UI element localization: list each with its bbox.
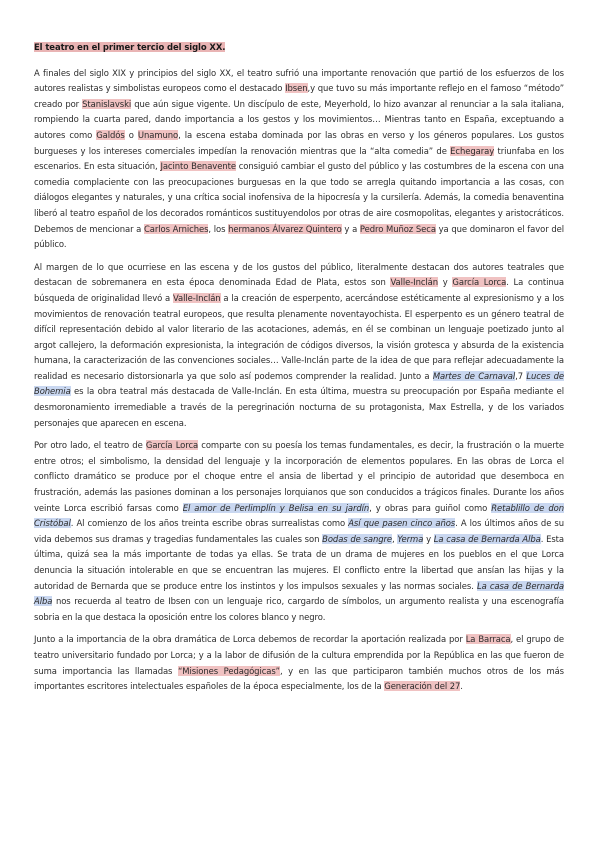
highlight-name: hermanos Álvarez Quintero bbox=[228, 223, 342, 234]
highlight-name: García Lorca bbox=[452, 277, 507, 288]
highlight-name: Generación del 27 bbox=[384, 681, 461, 692]
highlight-work-title: El amor de Perlimplín y Belisa en su jardín bbox=[182, 502, 370, 513]
text-run: . La continua búsqueda de originalidad llevó a bbox=[34, 277, 564, 303]
text-run: , el grupo de teatro universitario fundado por Lorca; y a la labor de difusión de la cultura emprendida por la República en las que fueron de suma importancia las llamadas bbox=[34, 634, 564, 676]
text-run: . bbox=[460, 681, 463, 692]
text-run: Al margen de lo que ocurriese en las escena y de los gustos del público, literalmente destacan dos autores teatrales que destacan de sobremanera en esta época denominada Edad de Plata, estos son bbox=[34, 261, 564, 288]
text-run: , la escena estaba dominada por las obras en verso y los géneros populares. Los gustos burgueses y los intereses comerciales impedían la renovación mientras que la “alta comedia” de bbox=[34, 129, 564, 156]
paragraph-4 bbox=[34, 632, 564, 694]
text-run: A finales del siglo XIX y principios del siglo XX, el teatro sufrió una importante renovación que partió de los esfuerzos de los autores realistas y simbolistas europeos como el destacado bbox=[34, 67, 564, 94]
highlight-name: Valle-Inclán bbox=[172, 292, 221, 303]
paragraph-1 bbox=[34, 66, 564, 253]
text-run: , y obras para guiñol como bbox=[369, 502, 492, 513]
highlight-work-title: Retablillo de don Cristóbal bbox=[34, 502, 564, 529]
text-run: es la obra teatral más destacada de Valle-Inclán. En esta última, muestra su preocupación por España mediante el desmoronamiento irremediable a través de la peregrinación nocturna de su protagonista, Max Estrella, y de los variados personajes que aparecen en escena. bbox=[34, 386, 564, 428]
highlight-name: Valle-Inclán bbox=[390, 277, 439, 288]
highlight-work-title: Bodas de sangre bbox=[322, 533, 393, 544]
paragraph-2 bbox=[34, 260, 564, 432]
highlight-work-title: Martes de Carnaval bbox=[432, 370, 516, 381]
text-run: ,7 bbox=[515, 370, 527, 381]
text-run: y bbox=[438, 277, 453, 288]
text-run: , los bbox=[208, 223, 229, 234]
highlight-name: Pedro Muñoz Seca bbox=[359, 223, 436, 234]
text-run: consiguió cambiar el gusto del público y las costumbres de la escena con una comedia complaciente con las preocupaciones burguesas en la que todo se arregla quitando importancia a las cosas, con diálogos elegantes y naturales, y una crítica social inofensiva de la hipocresía y la cursilería. Además, la comedia benaventina liberó al teatro español de los decorados románticos sustituyendolos por otras de aire cosmopolitas, elegantes y aristocráticos. Debemos de mencionar a bbox=[34, 161, 565, 234]
text-run: . Al comienzo de los años treinta escribe obras surrealistas como bbox=[70, 518, 349, 529]
highlight-name: “Misiones Pedagógicas” bbox=[177, 665, 280, 676]
highlight-name: García Lorca bbox=[145, 440, 199, 451]
text-run: ,y que tuvo su más importante reflejo en el famoso “método” creado por bbox=[34, 83, 565, 109]
highlight-name: Ibsen bbox=[285, 83, 308, 94]
highlight-work-title: Yerma bbox=[397, 533, 424, 544]
paragraphs-container bbox=[34, 66, 564, 695]
highlight-name: Galdós bbox=[96, 129, 125, 140]
text-run: Junto a la importancia de la obra dramática de Lorca debemos de recordar la aportación realizada por bbox=[34, 634, 466, 645]
paragraph-3 bbox=[34, 438, 564, 625]
text-run: . Esta última, quizá sea la más importante de todas ya ellas. Se trata de un drama de mujeres en los pueblos en el que Lorca denuncia la situación intolerable en que se encuentran las mujeres. El conflicto entre la libertad que ansían las hijas y la autoridad de Bernarda que se produce entre los instintos y los impulsos sexuales y las normas sociales. bbox=[34, 533, 564, 591]
text-run: , bbox=[392, 533, 398, 544]
highlight-work-title: Así que pasen cinco años bbox=[348, 518, 456, 529]
highlight-name: Carlos Arniches bbox=[144, 223, 209, 234]
text-run: comparte con su poesía los temas fundamentales, es decir, la frustración o la muerte entre otros; el simbolismo, la densidad del lenguaje y la incorporación de elementos populares. En las obras de Lorca el conflicto dramático se produce por el choque entre el ansia de libertad y el principio de autoridad que desemboca en frustración, además las pasiones dominan a los personajes lorquianos que son conducidos a trágicos finales. Durante los años veinte Lorca escribió farsas como bbox=[34, 440, 564, 513]
text-run: Por otro lado, el teatro de bbox=[34, 440, 146, 451]
highlight-name: Echegaray bbox=[450, 145, 495, 156]
text-run: y bbox=[423, 533, 434, 544]
text-run: a la creación de esperpento, acercándose estéticamente al expresionismo y a los movimientos de renovación teatral europeos, que resulta plenamente noventayochista. El esperpento es un género teatral de difícil representación debido al valor literario de las acotaciones, además, en él se combinan un lenguaje poetizado junto al argot callejero, la deformación expresionista, la integración de códigos diversos, la visión grotesca y absurda de la existencia humana, la caracterización de las convenciones sociales… Valle-Inclán parte de la idea de que para reflejar adecuadamente la realidad es necesario distorsionarla ya que solo así podemos comprender la realidad. Junto a bbox=[34, 292, 564, 381]
document-body bbox=[34, 40, 564, 702]
text-run: que aún sigue vigente. Un discípulo de este, Meyerhold, lo hizo avanzar al renunciar a la sala italiana, rompiendo la cuarta pared, dando importancia a los gestos y los movimientos… Mientras tanto en España, exceptuando a autores como bbox=[34, 98, 564, 140]
text-run: triunfaba en los escenarios. En esta situación, bbox=[34, 145, 564, 172]
highlight-name: La Barraca bbox=[465, 634, 511, 645]
page-title: El teatro en el primer tercio del siglo XX. bbox=[34, 42, 226, 52]
highlight-work-title: La casa de Bernarda Alba bbox=[34, 580, 564, 607]
text-run: . A los últimos años de su vida debemos sus dramas y tragedias fundamentales las cuales son bbox=[34, 518, 564, 544]
highlight-name: Unamuno bbox=[137, 129, 179, 140]
text-run: ya que dominaron el favor del público. bbox=[34, 223, 564, 250]
text-run: o bbox=[124, 129, 138, 140]
text-run: nos recuerda al teatro de Ibsen con un lenguaje rico, cargardo de símbolos, un argumento realista y una escenografía sobria en la que destaca la oposición entre los colores blanco y negro. bbox=[34, 596, 564, 622]
highlight-work-title: Luces de Bohemia bbox=[34, 370, 565, 397]
highlight-name: Stanislavski bbox=[82, 98, 132, 109]
highlight-name: Jacinto Benavente bbox=[160, 161, 236, 172]
text-run: y a bbox=[341, 223, 360, 234]
highlight-work-title: La casa de Bernarda Alba bbox=[433, 533, 541, 544]
text-run: , y en las que participaron también muchos otros de los más importantes escritores intelectuales españoles de la época especialmente, los de la bbox=[34, 665, 564, 692]
